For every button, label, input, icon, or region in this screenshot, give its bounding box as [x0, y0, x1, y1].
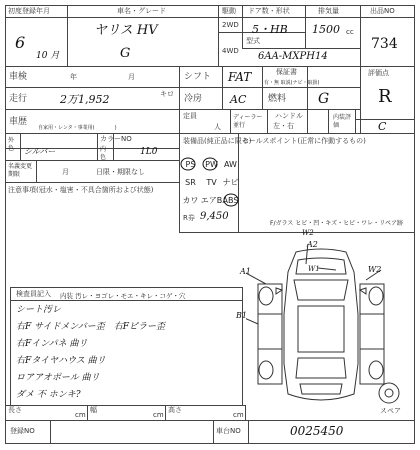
- equip-abs: ABS: [222, 196, 239, 205]
- reg-no-label: 登録NO: [10, 427, 35, 435]
- inspector-label: 検査員記入: [16, 290, 51, 298]
- interior-rating-value: C: [378, 120, 387, 133]
- door-value: 5・HB: [252, 23, 288, 36]
- exterior-color-value: シルバー: [24, 147, 56, 156]
- model-name: ヤリス HV: [94, 23, 158, 38]
- ac-label: 冷房: [184, 94, 203, 104]
- interior-rating-label: 内装評価: [333, 114, 352, 129]
- handle-options: 左・右: [273, 122, 294, 130]
- name-change-month: 月: [62, 168, 69, 176]
- width-unit: cm: [153, 411, 164, 419]
- color-no-label: カラーNO: [100, 135, 132, 143]
- chassis-no-value: 0025450: [290, 424, 344, 438]
- drive-label: 駆動: [222, 7, 236, 15]
- inspector-note-4: 右Fタイヤハウス 曲リ: [16, 356, 106, 366]
- mileage-unit: キロ: [160, 90, 174, 98]
- spare-tire-icon: [376, 380, 402, 406]
- equip-leather: カワ: [182, 196, 199, 205]
- grade-value: G: [120, 46, 131, 61]
- glass-legend: F/ガラス ヒビ・凹・キズ・ヒビ・ワレ・リペア跡: [270, 220, 403, 227]
- handle-label: ハンドル: [275, 112, 303, 120]
- equip-tv: TV: [206, 178, 217, 187]
- equip-navi: ナビ: [222, 178, 239, 187]
- name-change-day: 日限・期限なし: [96, 168, 145, 176]
- interior-color-label: 内色: [100, 146, 107, 161]
- equipment-label: 装備品(純正品に限る): [183, 137, 252, 145]
- history-label: 車歴: [9, 117, 28, 127]
- warranty-sub: 有・無 取説(ナビ・取扱): [264, 80, 320, 86]
- notes-label: 注意事項(冠水・塩害・不具合箇所および状態): [8, 186, 154, 194]
- sales-point-label: セールスポイント(正常に作動するもの): [242, 137, 366, 145]
- car-damage-diagram: [246, 244, 396, 420]
- model-label: 車名・グレード: [117, 7, 166, 15]
- exterior-color-label: 外色: [8, 137, 15, 152]
- displacement-value: 1500: [312, 23, 340, 36]
- equip-ps: PS: [185, 160, 196, 169]
- inspector-note-5: ロアアオポール 曲リ: [16, 373, 100, 383]
- height-unit: cm: [233, 411, 244, 419]
- mileage-label: 走行: [9, 94, 28, 104]
- type-value: 6AA-MXPH14: [258, 51, 328, 62]
- label-b1: B1: [236, 311, 247, 320]
- color-no-value: 1L0: [140, 147, 158, 157]
- first-reg-sub: 10 月: [36, 51, 60, 61]
- fuel-label: 燃料: [268, 94, 287, 104]
- inspection-month: 月: [128, 73, 135, 81]
- warranty-label: 保証書: [276, 68, 297, 76]
- label-w1: W1: [308, 265, 320, 273]
- displacement-label: 排気量: [318, 7, 339, 15]
- dealer-label: ディーラー並行: [233, 114, 263, 129]
- inspector-legend: 内装 汚レ・ヨゴレ・モエ・キレ・コゲ・穴: [60, 292, 186, 300]
- type-label: 型式: [246, 37, 260, 45]
- inspector-note-6: ダメ 不 ホンキ?: [16, 390, 81, 400]
- capacity-label: 定員: [183, 112, 197, 120]
- lot-number: 734: [371, 36, 398, 52]
- inspector-note-1: シート汚レ: [16, 305, 62, 315]
- mileage-value: 2万1,952: [60, 93, 110, 106]
- length-label: 長さ: [8, 406, 22, 414]
- inspection-year: 年: [70, 73, 77, 81]
- label-w2-top: W2: [302, 229, 314, 237]
- label-a1: A1: [240, 267, 251, 276]
- rating-value: R: [378, 86, 392, 107]
- lot-label: 出品NO: [370, 7, 395, 15]
- equip-airbag: エアB: [200, 196, 223, 205]
- shift-label: シフト: [184, 72, 212, 82]
- chassis-no-label: 車台NO: [216, 427, 241, 435]
- label-a2: A2: [307, 240, 318, 249]
- inspector-note-3: 右Fインパネ 曲リ: [16, 339, 88, 349]
- label-w2-right: W2: [368, 265, 382, 274]
- door-label: ドア数・形状: [248, 7, 290, 15]
- recycle-label: R券: [183, 214, 195, 222]
- rating-label: 評価点: [368, 69, 389, 77]
- equip-sr: SR: [185, 178, 196, 187]
- cc-unit: cc: [346, 28, 354, 36]
- drive-4wd: 4WD: [222, 47, 239, 55]
- ac-value: AC: [230, 93, 247, 106]
- length-unit: cm: [75, 411, 86, 419]
- recycle-value: 9,450: [200, 211, 229, 222]
- equip-aw: AW: [224, 160, 237, 169]
- history-options: 自家用・レンタ・事業用( ): [38, 125, 117, 131]
- first-reg-month: 6: [15, 33, 26, 52]
- capacity-unit: 人: [214, 123, 221, 131]
- first-reg-label: 初度登録年月: [8, 7, 50, 15]
- width-label: 幅: [90, 406, 97, 414]
- spare-label: スペア: [380, 407, 401, 415]
- inspector-note-2: 右F サイドメンバー歪 右Fピラー歪: [16, 322, 166, 332]
- name-change-label: 名義変更期限: [8, 163, 33, 178]
- shift-value: FAT: [228, 70, 252, 84]
- drive-2wd: 2WD: [222, 21, 239, 29]
- fuel-value: G: [318, 91, 330, 107]
- height-label: 高さ: [168, 406, 182, 414]
- equip-pw: PW: [205, 160, 218, 169]
- inspection-label: 車検: [9, 72, 28, 82]
